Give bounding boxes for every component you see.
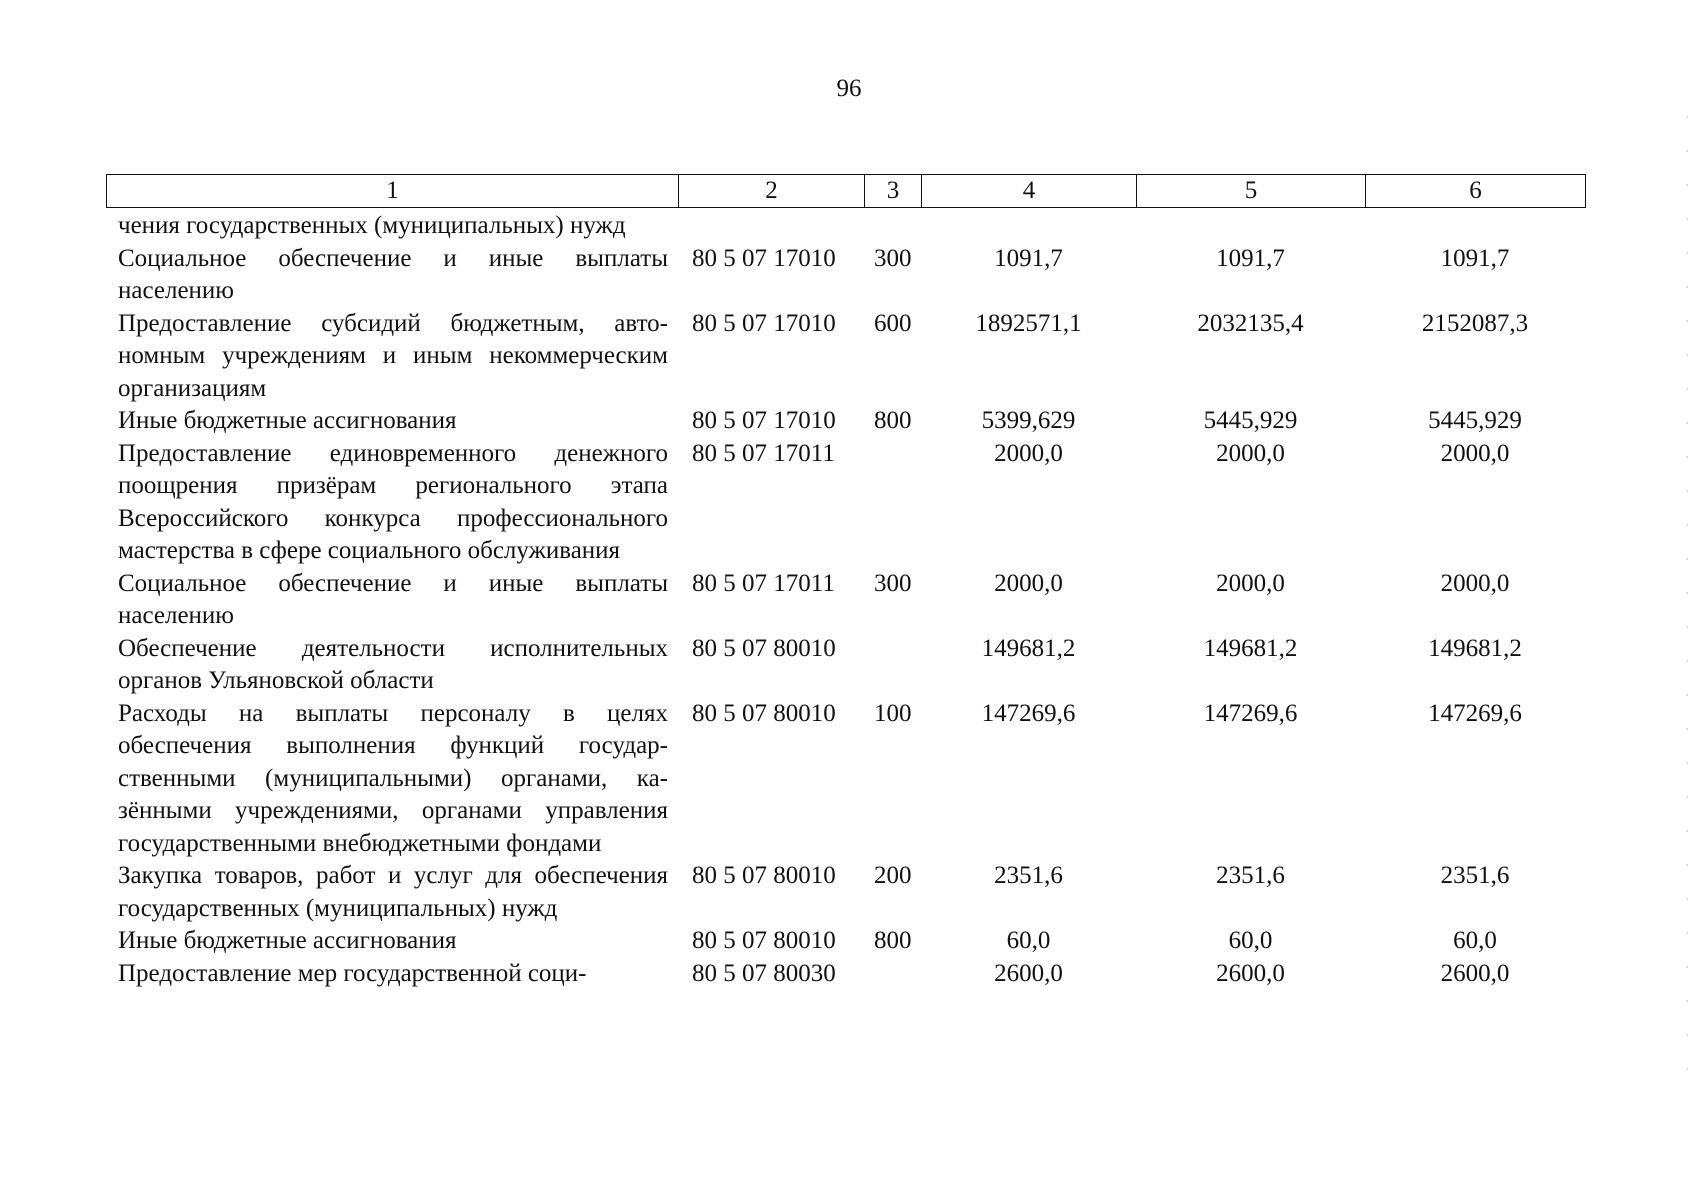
row-value-1: 5399,629	[981, 407, 1076, 434]
row-value-3: 60,0	[1453, 927, 1497, 954]
row-value-3: 2351,6	[1440, 862, 1510, 889]
page-number: 96	[836, 75, 862, 102]
header-col-2: 2	[679, 175, 865, 208]
table-row	[106, 860, 1585, 925]
table-row	[106, 405, 1585, 438]
row-name: Иные бюджетные ассигнования	[118, 407, 457, 434]
row-code: 80 5 07 80010	[692, 634, 836, 662]
row-value-1: 2600,0	[994, 959, 1063, 987]
row-name: Обеспечение деятельности исполнительных органов Ульяновской области	[118, 634, 668, 694]
row-value-2: 60,0	[1228, 927, 1273, 954]
row-value-3: 5445,929	[1428, 407, 1522, 434]
table-row	[106, 958, 1585, 991]
row-value-1: 2000,0	[994, 569, 1063, 597]
row-value-3: 2600,0	[1440, 959, 1510, 987]
row-name: Предоставление единовременного денежного поощрения призёрам регионального этапа Всероссийского конкурса профессионального мастерства в сфере социального обслуживания	[118, 439, 668, 564]
row-name: чения государственных (муниципальных) нужд	[118, 212, 626, 239]
row-code: 80 5 07 80010	[692, 862, 836, 889]
header-col-6: 6	[1366, 175, 1586, 208]
row-code: 80 5 07 17011	[692, 569, 835, 597]
header-col-1: 1	[107, 175, 679, 208]
row-value-2: 147269,6	[1203, 699, 1298, 727]
row-code: 80 5 07 17010	[692, 309, 836, 337]
row-value-2: 2032135,4	[1197, 309, 1304, 337]
row-value-1: 1091,7	[994, 244, 1063, 272]
row-value-2: 2600,0	[1216, 959, 1285, 987]
header-col-3: 3	[865, 175, 922, 208]
row-code: 80 5 07 80010	[692, 699, 836, 727]
row-value-2: 2000,0	[1216, 569, 1285, 597]
row-type: 600	[874, 309, 912, 337]
header-col-5: 5	[1137, 175, 1366, 208]
row-value-1: 147269,6	[981, 699, 1076, 727]
row-name: Расходы на выплаты персоналу в целях обеспечения выполнения функций государственными (муниципальными) органами, казёнными учреждениями, органами управления государственными внебюджетными фондами	[118, 699, 668, 857]
row-value-2: 2000,0	[1216, 439, 1285, 467]
row-value-2: 5445,929	[1203, 407, 1298, 434]
row-value-3: 149681,2	[1428, 634, 1522, 662]
table-row	[106, 568, 1585, 633]
row-value-3: 2000,0	[1440, 439, 1510, 467]
table-row	[106, 698, 1585, 861]
row-value-1: 149681,2	[981, 634, 1076, 662]
row-value-3: 147269,6	[1428, 699, 1522, 727]
row-name: Иные бюджетные ассигнования	[118, 927, 457, 954]
row-type: 800	[874, 407, 912, 434]
row-type: 300	[874, 244, 912, 272]
row-value-2: 1091,7	[1216, 244, 1285, 272]
row-type: 800	[874, 927, 912, 954]
row-name: Социальное обеспечение и иные выплаты населению	[118, 569, 668, 629]
row-value-2: 149681,2	[1203, 634, 1298, 662]
row-type: 300	[874, 569, 912, 597]
row-code: 80 5 07 80030	[692, 959, 836, 987]
table-row	[106, 633, 1585, 698]
row-value-3: 2000,0	[1440, 569, 1510, 597]
row-value-1: 1892571,1	[975, 309, 1082, 337]
row-value-3: 1091,7	[1440, 244, 1510, 272]
table-row	[106, 210, 1585, 243]
table-row	[106, 308, 1585, 406]
row-value-1: 2351,6	[994, 862, 1063, 889]
row-type: 100	[874, 699, 912, 727]
row-code: 80 5 07 17010	[692, 244, 836, 272]
row-code: 80 5 07 17010	[692, 407, 836, 434]
header-col-4: 4	[922, 175, 1137, 208]
row-code: 80 5 07 17011	[692, 439, 835, 467]
table-body	[106, 210, 1585, 990]
table-row	[106, 243, 1585, 308]
row-value-2: 2351,6	[1216, 862, 1285, 889]
row-value-1: 2000,0	[994, 439, 1063, 467]
scan-margin-dots	[1684, 100, 1690, 1100]
row-value-3: 2152087,3	[1421, 309, 1529, 337]
row-name: Предоставление мер государственной соци-	[118, 959, 587, 987]
row-name: Предоставление субсидий бюджетным, автономным учреждениям и иным некоммерческим организациям	[118, 309, 668, 402]
row-value-1: 60,0	[1006, 927, 1051, 954]
row-name: Закупка товаров, работ и услуг для обеспечения государственных (муниципальных) нужд	[118, 862, 668, 922]
row-type: 200	[874, 862, 912, 889]
table-row	[106, 925, 1585, 958]
row-code: 80 5 07 80010	[692, 927, 836, 954]
table-header	[106, 174, 1586, 208]
row-name: Социальное обеспечение и иные выплаты населению	[118, 244, 668, 304]
table-row	[106, 438, 1585, 568]
